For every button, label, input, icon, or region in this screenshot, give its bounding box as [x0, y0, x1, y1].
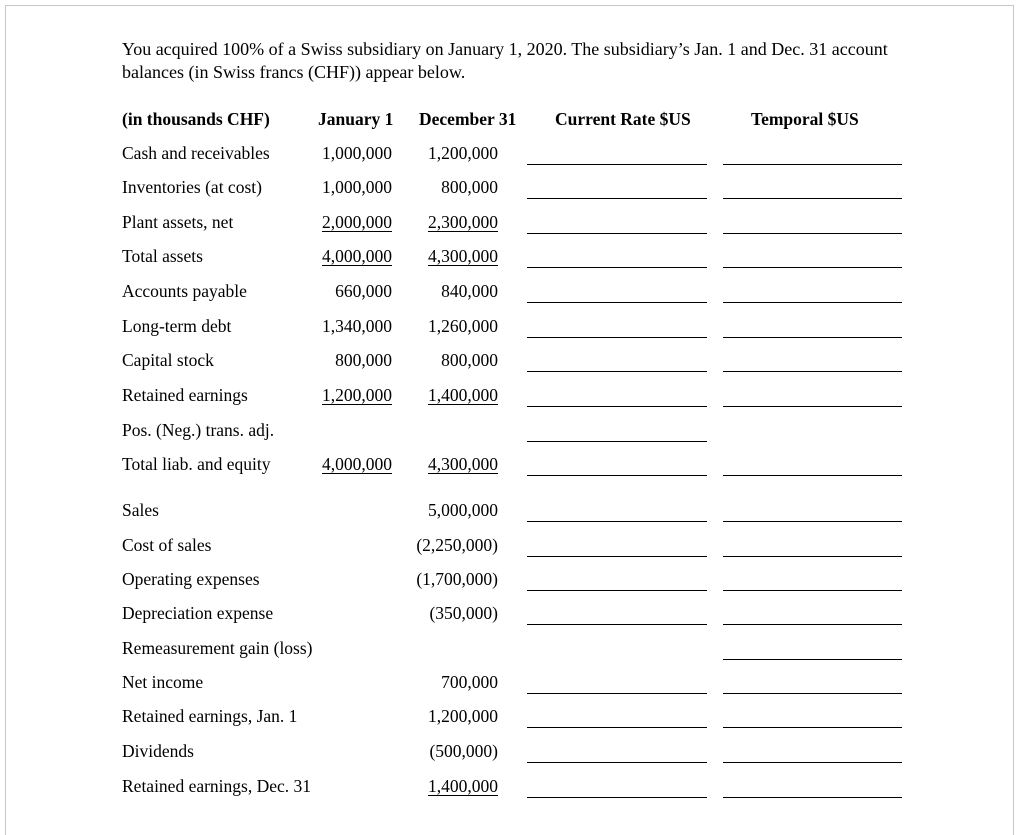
row-dec: 840,000 — [441, 281, 498, 301]
header-dec: December 31 — [419, 109, 517, 129]
current-rate-blank[interactable] — [527, 406, 707, 407]
row-dec: (350,000) — [429, 603, 498, 623]
row-dec: 1,200,000 — [428, 143, 498, 163]
header-current-rate: Current Rate $US — [555, 109, 691, 129]
table-row — [0, 701, 1024, 731]
temporal-blank[interactable] — [723, 693, 902, 694]
current-rate-blank[interactable] — [527, 590, 707, 591]
row-jan: 1,200,000 — [322, 385, 392, 405]
table-row — [0, 495, 1024, 525]
table-row — [0, 449, 1024, 479]
temporal-blank[interactable] — [723, 797, 902, 798]
current-rate-blank[interactable] — [527, 302, 707, 303]
row-jan: 660,000 — [335, 281, 392, 301]
row-dec: 700,000 — [441, 672, 498, 692]
row-label: Cash and receivables — [122, 143, 270, 163]
header-label: (in thousands CHF) — [122, 109, 270, 129]
row-dec: (2,250,000) — [416, 535, 498, 555]
temporal-blank[interactable] — [723, 727, 902, 728]
header-jan: January 1 — [318, 109, 394, 129]
row-label: Inventories (at cost) — [122, 177, 262, 197]
current-rate-blank[interactable] — [527, 337, 707, 338]
row-dec: 4,300,000 — [428, 454, 498, 474]
table-row — [0, 598, 1024, 628]
row-jan: 2,000,000 — [322, 212, 392, 232]
intro-text: You acquired 100% of a Swiss subsidiary on January 1, 2020. The subsidiary’s Jan. 1 and Dec. 31 account balances (in Swiss francs (CHF)) appear below. — [122, 39, 888, 82]
current-rate-blank[interactable] — [527, 475, 707, 476]
table-row — [0, 667, 1024, 697]
table-row — [0, 138, 1024, 168]
row-label: Depreciation expense — [122, 603, 274, 623]
temporal-blank[interactable] — [723, 762, 902, 763]
table-row — [0, 345, 1024, 375]
table-row — [0, 241, 1024, 271]
row-jan: 800,000 — [335, 350, 392, 370]
row-jan: 1,340,000 — [322, 316, 392, 336]
current-rate-blank[interactable] — [527, 198, 707, 199]
row-label: Sales — [122, 500, 159, 520]
row-dec: 1,260,000 — [428, 316, 498, 336]
temporal-blank[interactable] — [723, 337, 902, 338]
temporal-blank[interactable] — [723, 624, 902, 625]
row-label: Net income — [122, 672, 204, 692]
table-row — [0, 276, 1024, 306]
row-label: Retained earnings — [122, 385, 248, 405]
current-rate-blank[interactable] — [527, 727, 707, 728]
row-jan: 1,000,000 — [322, 143, 392, 163]
row-dec: 1,400,000 — [428, 385, 498, 405]
row-dec: (1,700,000) — [416, 569, 498, 589]
current-rate-blank[interactable] — [527, 267, 707, 268]
table-row — [0, 564, 1024, 594]
temporal-blank[interactable] — [723, 233, 902, 234]
temporal-blank[interactable] — [723, 198, 902, 199]
temporal-blank[interactable] — [723, 556, 902, 557]
current-rate-blank[interactable] — [527, 797, 707, 798]
table-header — [0, 104, 1024, 134]
table-row — [0, 633, 1024, 663]
row-dec: 1,200,000 — [428, 706, 498, 726]
table-row — [0, 380, 1024, 410]
row-label: Remeasurement gain (loss) — [122, 638, 313, 658]
row-label: Operating expenses — [122, 569, 260, 589]
temporal-blank[interactable] — [723, 164, 902, 165]
current-rate-blank[interactable] — [527, 624, 707, 625]
row-dec: 1,400,000 — [428, 776, 498, 796]
row-jan: 4,000,000 — [322, 246, 392, 266]
current-rate-blank[interactable] — [527, 441, 707, 442]
temporal-blank[interactable] — [723, 659, 902, 660]
row-label: Plant assets, net — [122, 212, 234, 232]
temporal-blank[interactable] — [723, 267, 902, 268]
row-label: Capital stock — [122, 350, 214, 370]
row-dec: 2,300,000 — [428, 212, 498, 232]
row-label: Total assets — [122, 246, 203, 266]
row-label: Retained earnings, Dec. 31 — [122, 776, 312, 796]
row-dec: 5,000,000 — [428, 500, 498, 520]
row-label: Accounts payable — [122, 281, 247, 301]
temporal-blank[interactable] — [723, 406, 902, 407]
table-row — [0, 415, 1024, 445]
row-label: Cost of sales — [122, 535, 212, 555]
temporal-blank[interactable] — [723, 475, 902, 476]
row-dec: 800,000 — [441, 177, 498, 197]
current-rate-blank[interactable] — [527, 164, 707, 165]
current-rate-blank[interactable] — [527, 762, 707, 763]
table-row — [0, 530, 1024, 560]
temporal-blank[interactable] — [723, 371, 902, 372]
current-rate-blank[interactable] — [527, 556, 707, 557]
temporal-blank[interactable] — [723, 590, 902, 591]
table-row — [0, 172, 1024, 202]
row-dec: (500,000) — [429, 741, 498, 761]
header-temporal: Temporal $US — [751, 109, 859, 129]
current-rate-blank[interactable] — [527, 521, 707, 522]
row-jan: 1,000,000 — [322, 177, 392, 197]
row-label: Total liab. and equity — [122, 454, 271, 474]
row-label: Retained earnings, Jan. 1 — [122, 706, 298, 726]
temporal-blank[interactable] — [723, 302, 902, 303]
current-rate-blank[interactable] — [527, 371, 707, 372]
row-jan: 4,000,000 — [322, 454, 392, 474]
row-label: Pos. (Neg.) trans. adj. — [122, 420, 275, 440]
table-row — [0, 771, 1024, 801]
table-row — [0, 736, 1024, 766]
temporal-blank[interactable] — [723, 521, 902, 522]
current-rate-blank[interactable] — [527, 693, 707, 694]
current-rate-blank[interactable] — [527, 233, 707, 234]
row-dec: 4,300,000 — [428, 246, 498, 266]
row-label: Long-term debt — [122, 316, 232, 336]
table-row — [0, 311, 1024, 341]
row-label: Dividends — [122, 741, 194, 761]
table-row — [0, 207, 1024, 237]
row-dec: 800,000 — [441, 350, 498, 370]
